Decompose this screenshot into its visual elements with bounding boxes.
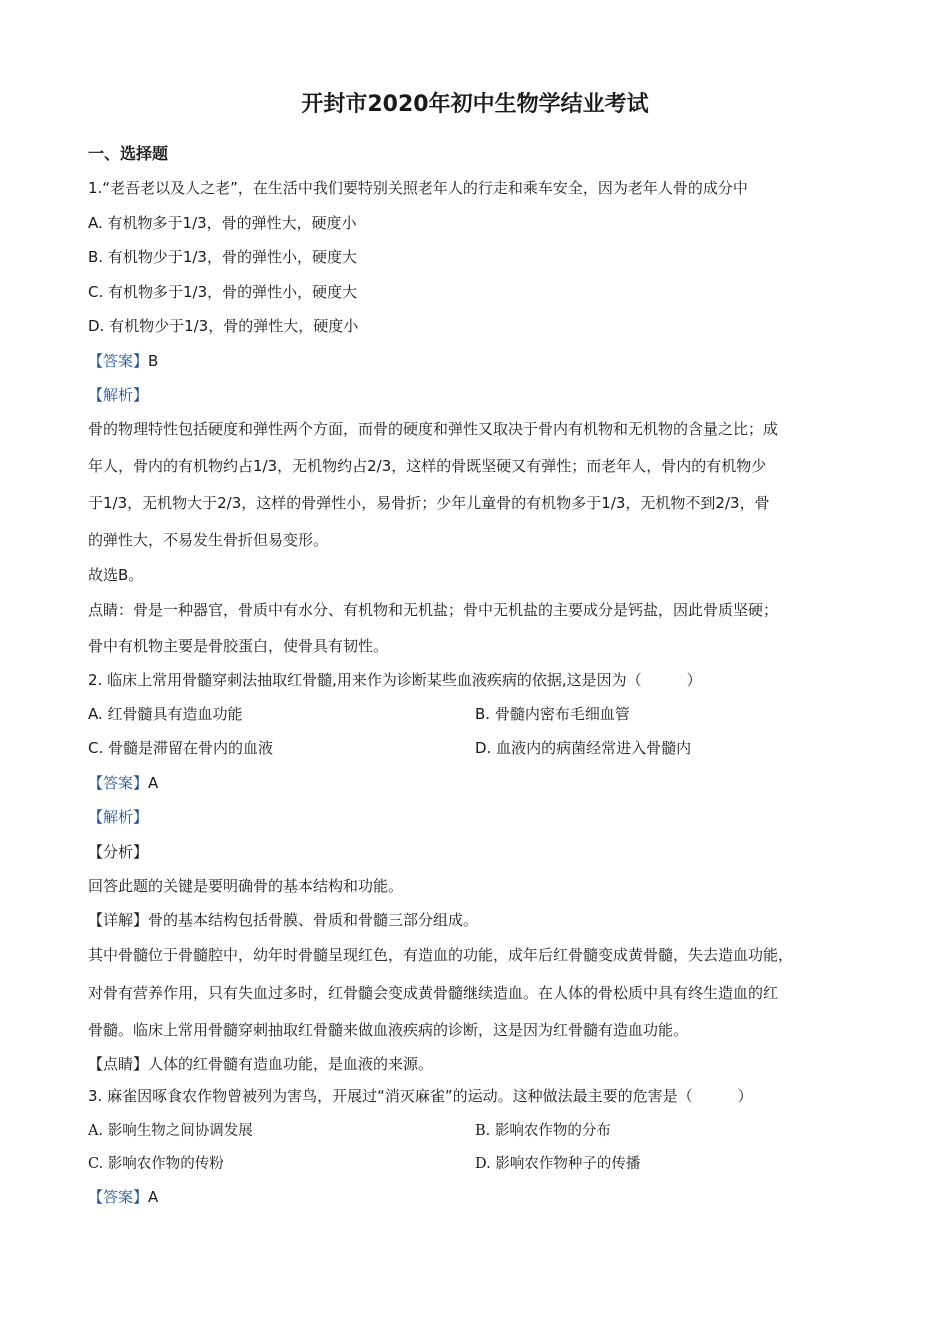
q2-option-a: A. 红骨髓具有造血功能 [88,705,243,723]
q2-fenxi-tag: 【分析】 [88,843,149,861]
tip-text: 人体的红骨髓有造血功能，是血液的来源。 [148,1055,434,1073]
q3-option-c: C. 影响农作物的传粉 [88,1156,224,1172]
answer-value: A [148,1188,159,1206]
q2-detail-line: 对骨有营养作用，只有失血过多时，红骨髓会变成黄骨髓继续造血。在人体的骨松质中具有终生造血的红 [88,984,779,1002]
answer-value: B [148,352,159,370]
q1-analysis-line: 年人，骨内的有机物约占1/3，无机物约占2/3，这样的骨既坚硬又有弹性；而老年人，骨内的有机物少 [88,457,767,475]
q1-analysis-line: 的弹性大，不易发生骨折但易变形。 [88,531,329,549]
answer-tag: 【答案】 [88,1188,149,1206]
q2-fenxi: 回答此题的关键是要明确骨的基本结构和功能。 [88,877,404,895]
q3-option-a: A. 影响生物之间协调发展 [88,1123,253,1139]
q1-tip-line: 点睛：骨是一种器官，骨质中有水分、有机物和无机盐；骨中无机盐的主要成分是钙盐，因此骨质坚硬； [88,601,779,619]
q2-option-b: B. 骨髓内密布毛细血管 [475,705,630,723]
section-heading: 一、选择题 [88,144,169,163]
q3-answer [88,1187,158,1207]
q1-tip-line: 骨中有机物主要是骨胶蛋白，使骨具有韧性。 [88,637,389,655]
q2-answer [88,773,158,793]
q1-option-b: B. 有机物少于1/3，骨的弹性小，硬度大 [88,248,357,266]
q2-detail [88,910,478,930]
q3-option-b: B. 影响农作物的分布 [475,1123,611,1139]
detail-text: 骨的基本结构包括骨膜、骨质和骨髓三部分组成。 [148,911,479,929]
q1-analysis-line: 骨的物理特性包括硬度和弹性两个方面，而骨的硬度和弹性又取决于骨内有机物和无机物的含量之比；成 [88,420,779,438]
answer-value: A [148,774,159,792]
q1-option-c: C. 有机物多于1/3，骨的弹性小，硬度大 [88,283,358,301]
q2-analysis-tag: 【解析】 [88,808,149,826]
q1-analysis-line: 于1/3，无机物大于2/3，这样的骨弹性小，易骨折；少年儿童骨的有机物多于1/3，无机物不到2/3，骨 [88,494,770,512]
q2-detail-line: 其中骨髓位于骨髓腔中，幼年时骨髓呈现红色，有造血的功能，成年后红骨髓变成黄骨髓，失去造血功能， [88,946,794,964]
q2-tip [88,1054,433,1074]
q3-option-d: D. 影响农作物种子的传播 [475,1156,641,1172]
q1-option-d: D. 有机物少于1/3，骨的弹性大，硬度小 [88,317,359,335]
answer-tag: 【答案】 [88,774,149,792]
q1-answer [88,351,158,371]
q3-stem: 3. 麻雀因啄食农作物曾被列为害鸟，开展过“消灭麻雀”的运动。这种做法最主要的危害是（ ） [88,1087,753,1105]
q2-stem: 2. 临床上常用骨髓穿刺法抽取红骨髓,用来作为诊断某些血液疾病的依据,这是因为（ ） [88,671,702,689]
q2-detail-line: 骨髓。临床上常用骨髓穿刺抽取红骨髓来做血液疾病的诊断，这是因为红骨髓有造血功能。 [88,1021,689,1039]
q2-option-d: D. 血液内的病菌经常进入骨髓内 [475,739,692,757]
q1-stem: 1.“老吾老以及人之老”，在生活中我们要特别关照老年人的行走和乘车安全，因为老年人骨的成分中 [88,179,748,197]
tip-tag: 【点睛】 [88,1055,149,1073]
q1-option-a: A. 有机物多于1/3，骨的弹性大，硬度小 [88,214,357,232]
answer-tag: 【答案】 [88,352,149,370]
q2-option-c: C. 骨髓是滞留在骨内的血液 [88,739,274,757]
detail-tag: 【详解】 [88,911,149,929]
q1-analysis-tag: 【解析】 [88,386,149,404]
q1-conclusion: 故选B。 [88,566,144,584]
page-title: 开封市2020年初中生物学结业考试 [301,92,649,117]
